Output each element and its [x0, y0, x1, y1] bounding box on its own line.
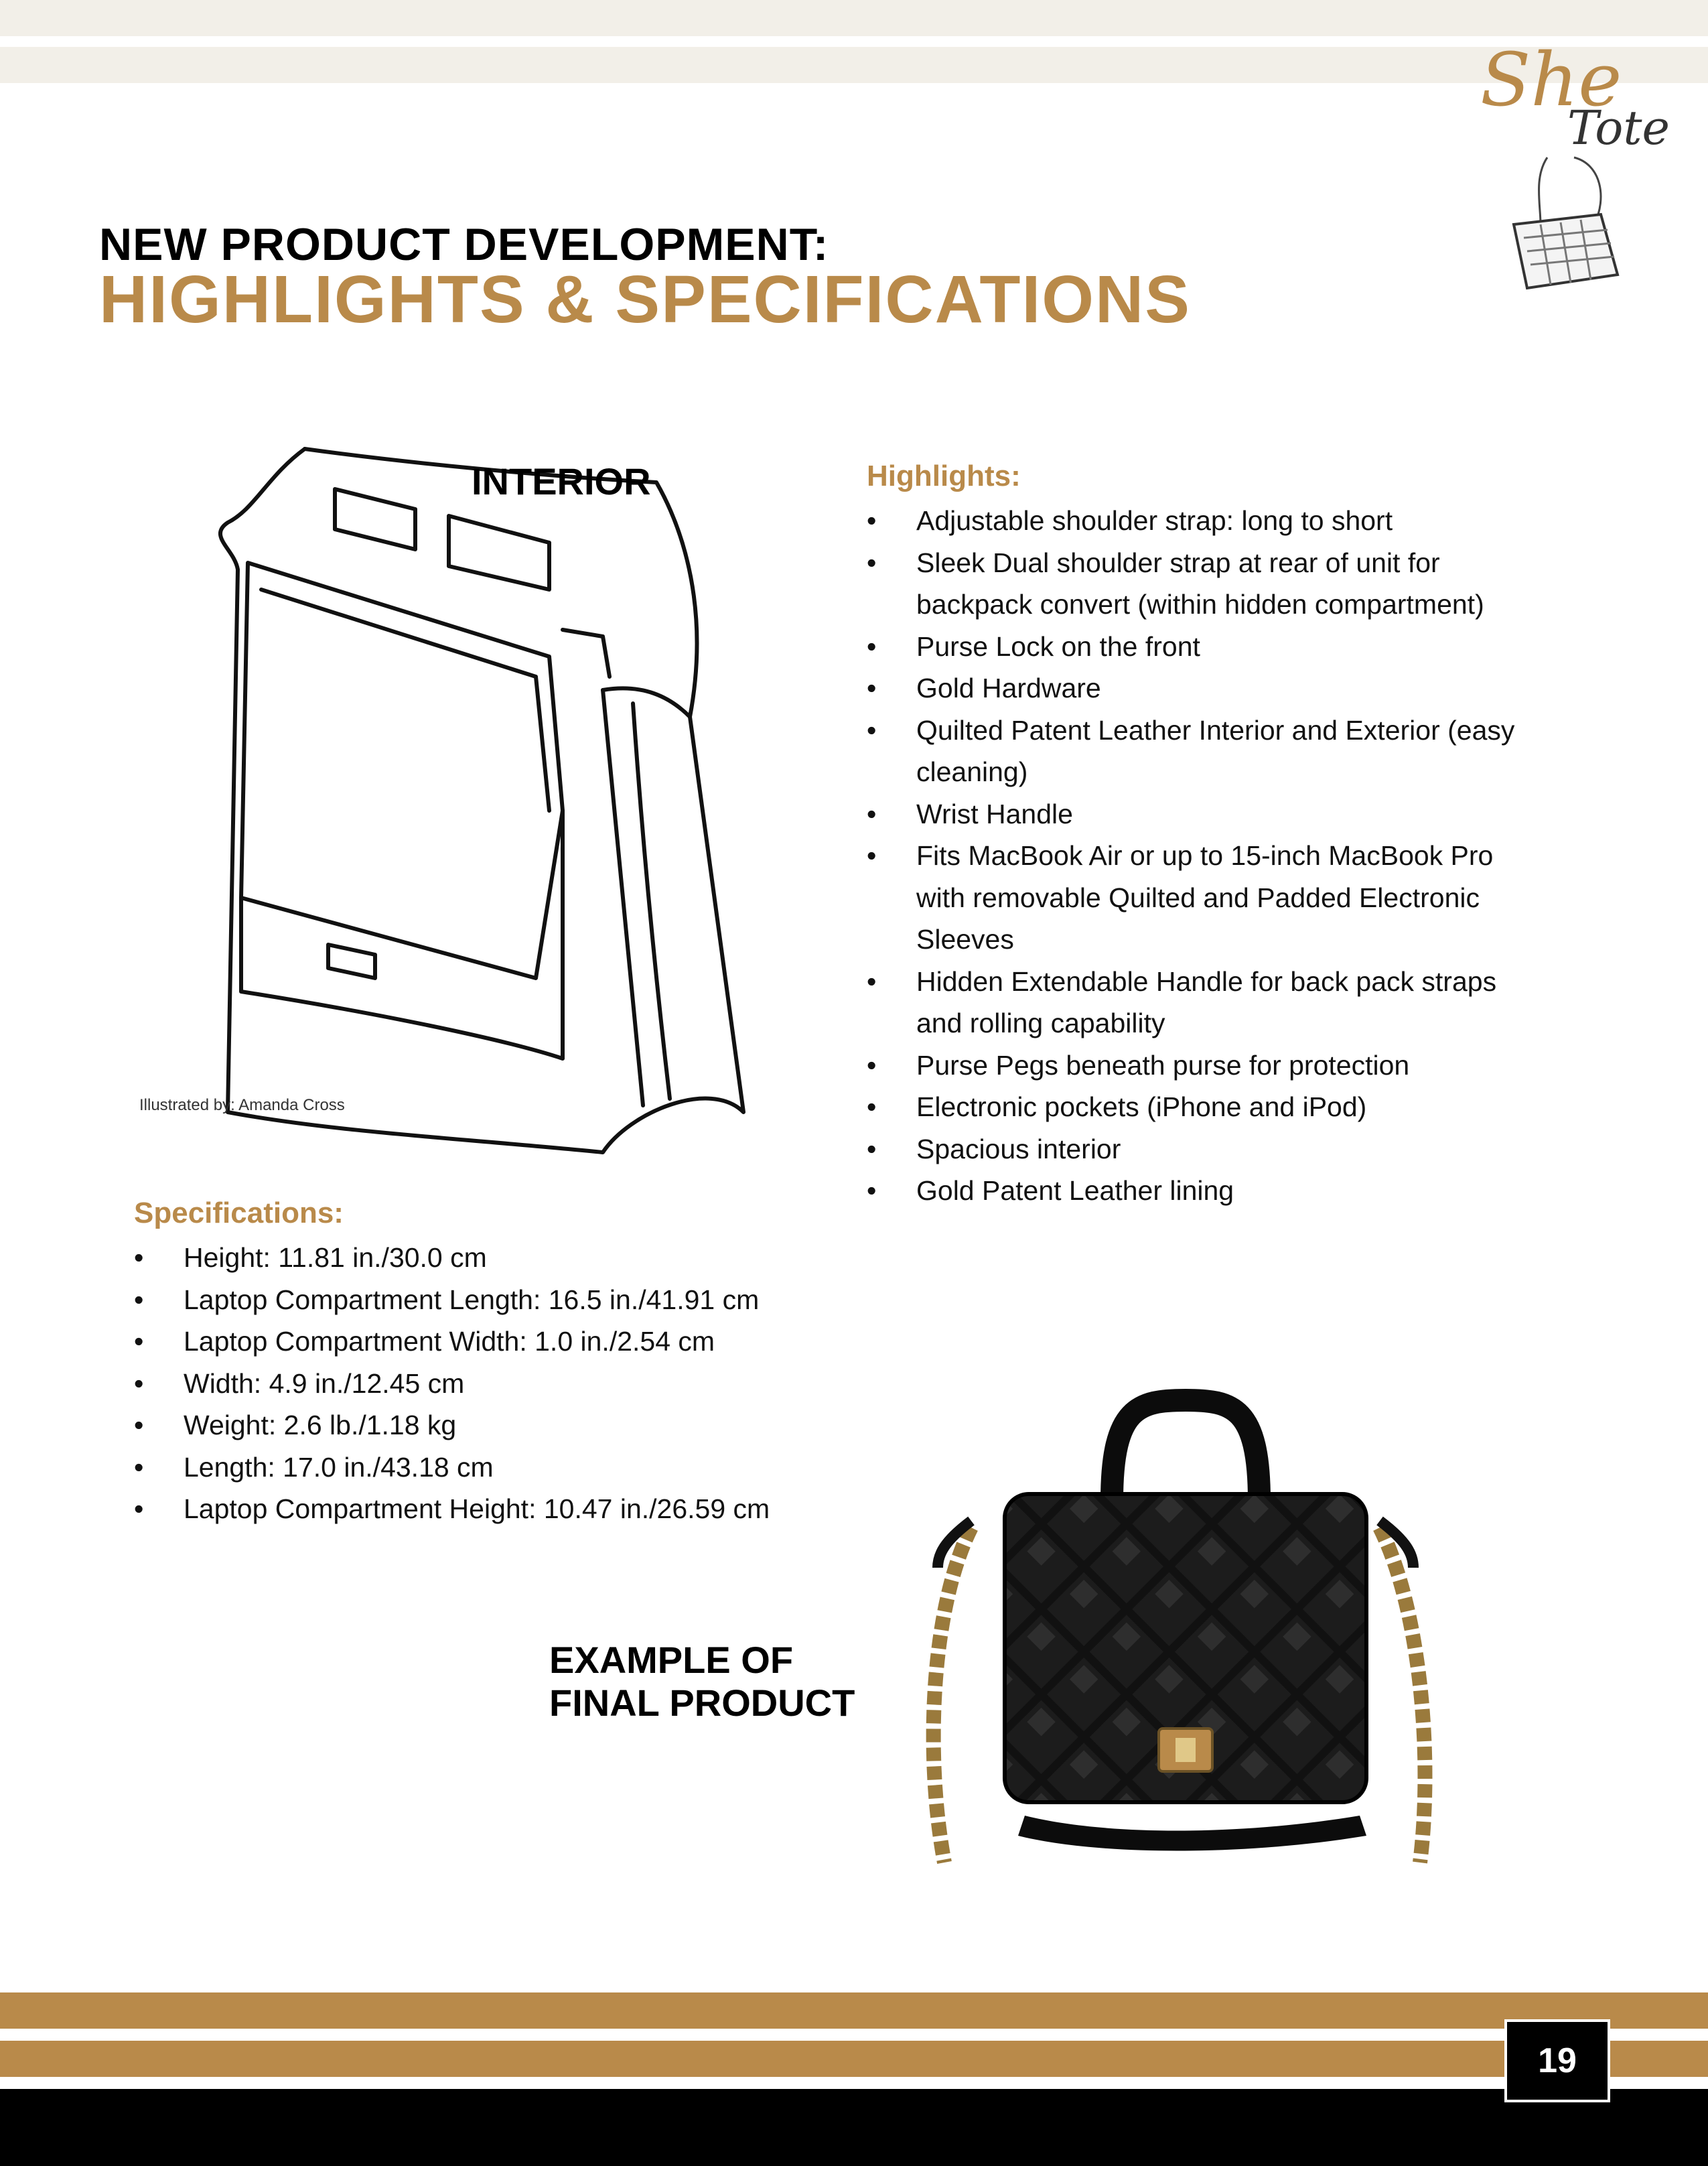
interior-label: INTERIOR: [472, 460, 651, 502]
list-item: • Purse Pegs beneath purse for protection: [867, 1044, 1537, 1087]
highlights-section: [867, 460, 1537, 1212]
list-item: • Spacious interior: [867, 1128, 1537, 1170]
list-item: • Height: 11.81 in./30.0 cm: [134, 1237, 904, 1279]
bottom-band-2: [0, 2041, 1708, 2077]
list-item: • Laptop Compartment Length: 16.5 in./41.91 cm: [134, 1279, 904, 1321]
list-item: • Length: 17.0 in./43.18 cm: [134, 1446, 904, 1489]
page-subtitle: NEW PRODUCT DEVELOPMENT:: [99, 219, 829, 270]
list-item: • Purse Lock on the front: [867, 626, 1537, 668]
final-product-label: [549, 1639, 855, 1724]
she-tote-logo: [1474, 37, 1688, 305]
highlights-list: [867, 500, 1537, 1212]
list-item: • Adjustable shoulder strap: long to short: [867, 500, 1537, 542]
specifications-list: [134, 1237, 904, 1530]
top-band-1: [0, 0, 1708, 36]
list-item: • Weight: 2.6 lb./1.18 kg: [134, 1404, 904, 1446]
final-product-photo: [871, 1353, 1507, 1889]
top-band-2: [0, 47, 1708, 83]
list-item: • Laptop Compartment Width: 1.0 in./2.54 cm: [134, 1321, 904, 1363]
specifications-title: Specifications:: [134, 1197, 344, 1229]
interior-sketch-illustration: [134, 435, 750, 1166]
list-item: • Hidden Extendable Handle for back pack straps and rolling capability: [867, 961, 1537, 1044]
list-item: • Gold Hardware: [867, 667, 1537, 709]
logo-word-she: She: [1480, 37, 1622, 123]
final-product-line1: EXAMPLE OF: [549, 1639, 794, 1681]
bottom-band-1: [0, 1992, 1708, 2029]
bottom-band-dark: [0, 2089, 1708, 2166]
specifications-section: [134, 1197, 904, 1530]
list-item: • Wrist Handle: [867, 793, 1537, 835]
highlights-title: Highlights:: [867, 460, 1021, 492]
handbag-sketch-icon: [1494, 151, 1628, 298]
illustration-credit: Illustrated by: Amanda Cross: [139, 1096, 345, 1114]
list-item: • Laptop Compartment Height: 10.47 in./26.59 cm: [134, 1488, 904, 1530]
page-title: HIGHLIGHTS & SPECIFICATIONS: [99, 262, 1191, 337]
list-item: • Width: 4.9 in./12.45 cm: [134, 1363, 904, 1405]
page-number: 19: [1504, 2019, 1610, 2102]
list-item: • Gold Patent Leather lining: [867, 1170, 1537, 1212]
final-product-line2: FINAL PRODUCT: [549, 1682, 855, 1724]
logo-word-tote: Tote: [1567, 100, 1670, 155]
list-item: • Fits MacBook Air or up to 15-inch MacBook Pro with removable Quilted and Padded Electronic Sleeves: [867, 835, 1537, 961]
list-item: • Quilted Patent Leather Interior and Exterior (easy cleaning): [867, 709, 1537, 793]
list-item: • Sleek Dual shoulder strap at rear of unit for backpack convert (within hidden compartment): [867, 542, 1537, 626]
list-item: • Electronic pockets (iPhone and iPod): [867, 1086, 1537, 1128]
